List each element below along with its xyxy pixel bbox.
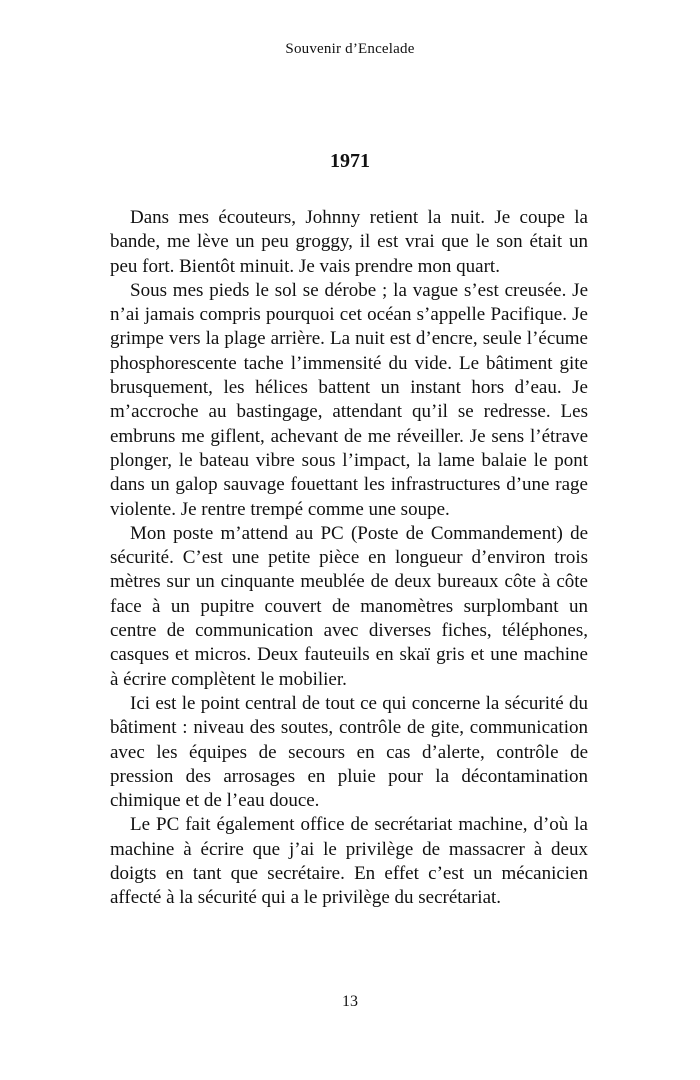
page-number: 13 xyxy=(342,993,358,1010)
body-text xyxy=(110,206,588,911)
paragraph: Ici est le point central de tout ce qui concerne la sécurité du bâtiment : niveau des soutes, contrôle de gite, communication avec les équipes de secours en cas d’alerte, contrôle de pression des arrosages en pluie pour la décontamination chimique et de l’eau douce. xyxy=(110,692,588,812)
paragraph: Mon poste m’attend au PC (Poste de Commandement) de sécurité. C’est une petite pièce en longueur d’environ trois mètres sur un cinquante meublée de deux bureaux côte à côte face à un pupitre couvert de manomètres surplombant un centre de communication avec diverses fiches, téléphones, casques et micros. Deux fauteuils en skaï gris et une machine à écrire complètent le mobilier. xyxy=(110,522,588,690)
paragraph: Le PC fait également office de secrétariat machine, d’où la machine à écrire que j’ai le privilège de massacrer à deux doigts en tant que secrétaire. En effet c’est un mécanicien affecté à la sécurité qui a le privilège du secrétariat. xyxy=(110,814,588,909)
chapter-title: 1971 xyxy=(330,150,370,172)
paragraph: Sous mes pieds le sol se dérobe ; la vague s’est creusée. Je n’ai jamais compris pourquoi cet océan s’appelle Pacifique. Je grimpe vers la plage arrière. La nuit est d’encre, seule l’écume phosphorescente tache l’immensité du vide. Le bâtiment gite brusquement, les hélices battent un instant hors d’eau. Je m’accroche au bastingage, attendant qu’il se redresse. Les embruns me giflent, achevant de me réveiller. Je sens l’étrave plonger, le bateau vibre sous l’impact, la lame balaie le pont dans un galop sauvage fouettant les infrastructures d’une rage violente. Je rentre trempé comme une soupe. xyxy=(110,279,588,520)
paragraph: Dans mes écouteurs, Johnny retient la nuit. Je coupe la bande, me lève un peu groggy, il est vrai que le son était un peu fort. Bientôt minuit. Je vais prendre mon quart. xyxy=(110,207,588,277)
running-header: Souvenir d’Encelade xyxy=(285,41,415,57)
